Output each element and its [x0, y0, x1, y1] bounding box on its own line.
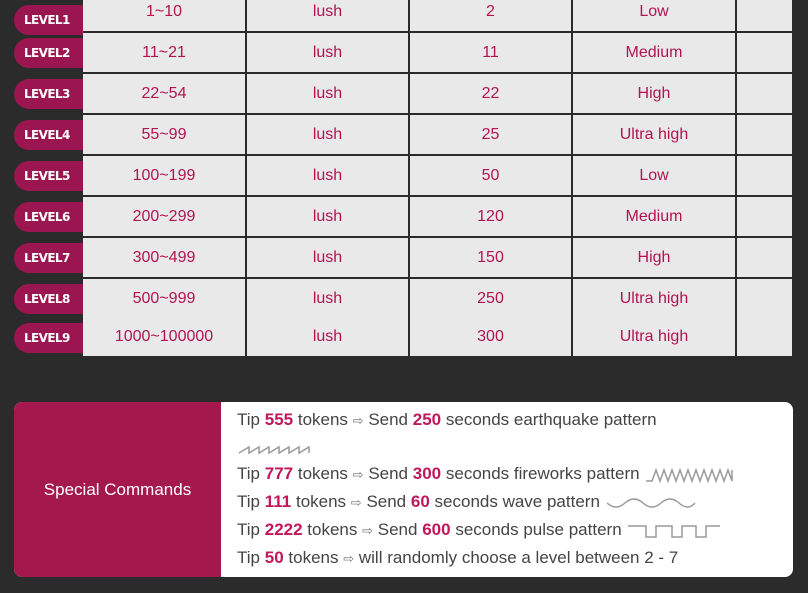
pulse-pattern-icon [626, 522, 722, 540]
table-row [0, 0, 808, 33]
table-row [0, 74, 808, 115]
command-description: seconds pulse pattern [455, 520, 622, 539]
empty-cell [737, 0, 792, 31]
table-row [0, 318, 808, 359]
tokens-word: tokens [307, 520, 358, 539]
seconds-amount: 600 [422, 520, 451, 539]
level-badge: LEVEL4 [14, 120, 84, 150]
empty-cell [737, 33, 792, 72]
command-line [237, 460, 793, 488]
wave-pattern-icon [605, 494, 697, 512]
fireworks-pattern-icon [644, 466, 736, 484]
arrow-icon: ⇨ [362, 523, 374, 538]
empty-cell [737, 74, 792, 113]
arrow-icon: ⇨ [350, 495, 362, 510]
token-amount: 2222 [264, 520, 303, 539]
empty-cell [737, 318, 792, 356]
special-commands-panel [14, 402, 793, 577]
range-cell: 22~54 [83, 74, 245, 113]
range-cell: 1~10 [83, 0, 245, 31]
intensity-cell: High [573, 74, 735, 113]
type-cell: lush [247, 33, 408, 72]
tokens-word: tokens [295, 492, 347, 511]
table-row [0, 279, 808, 320]
level-badge: LEVEL1 [14, 5, 84, 35]
seconds-cell: 50 [410, 156, 571, 195]
level-badge: LEVEL2 [14, 38, 84, 68]
command-description: seconds wave pattern [434, 492, 600, 511]
intensity-cell: Low [573, 156, 735, 195]
range-cell: 11~21 [83, 33, 245, 72]
token-amount: 777 [264, 464, 294, 483]
seconds-amount: 60 [410, 492, 430, 511]
command-description: seconds fireworks pattern [445, 464, 640, 483]
type-cell: lush [247, 238, 408, 277]
range-cell: 1000~100000 [83, 318, 245, 356]
seconds-cell: 22 [410, 74, 571, 113]
type-cell: lush [247, 0, 408, 31]
intensity-cell: High [573, 238, 735, 277]
intensity-cell: Ultra high [573, 279, 735, 318]
level-badge: LEVEL9 [14, 323, 84, 353]
token-amount: 111 [264, 492, 292, 511]
intensity-cell: Medium [573, 197, 735, 236]
tip-word: Tip [237, 520, 260, 539]
tip-word: Tip [237, 410, 260, 429]
send-word: Send [368, 464, 409, 483]
tokens-word: tokens [297, 410, 348, 429]
seconds-cell: 300 [410, 318, 571, 356]
token-amount: 555 [264, 410, 294, 429]
command-description: will randomly choose a level between 2 - 7 [358, 548, 679, 567]
tokens-word: tokens [288, 548, 339, 567]
seconds-cell: 11 [410, 33, 571, 72]
type-cell: lush [247, 156, 408, 195]
type-cell: lush [247, 318, 408, 356]
command-line [237, 406, 793, 434]
tip-word: Tip [237, 548, 260, 567]
tokens-word: tokens [297, 464, 348, 483]
type-cell: lush [247, 279, 408, 318]
arrow-icon: ⇨ [352, 413, 364, 428]
table-row [0, 156, 808, 197]
special-commands-label: Special Commands [14, 402, 221, 577]
earthquake-pattern-icon [237, 439, 317, 457]
seconds-amount: 250 [412, 410, 442, 429]
send-word: Send [366, 492, 407, 511]
range-cell: 100~199 [83, 156, 245, 195]
table-row [0, 115, 808, 156]
type-cell: lush [247, 115, 408, 154]
level-badge: LEVEL8 [14, 284, 84, 314]
range-cell: 200~299 [83, 197, 245, 236]
seconds-cell: 120 [410, 197, 571, 236]
empty-cell [737, 238, 792, 277]
arrow-icon: ⇨ [343, 551, 355, 566]
pattern-line [237, 434, 793, 460]
seconds-cell: 25 [410, 115, 571, 154]
level-badge: LEVEL7 [14, 243, 84, 273]
seconds-cell: 2 [410, 0, 571, 31]
type-cell: lush [247, 74, 408, 113]
range-cell: 55~99 [83, 115, 245, 154]
tip-word: Tip [237, 464, 260, 483]
seconds-amount: 300 [412, 464, 442, 483]
send-word: Send [368, 410, 409, 429]
type-cell: lush [247, 197, 408, 236]
table-row [0, 238, 808, 279]
range-cell: 500~999 [83, 279, 245, 318]
token-amount: 50 [264, 548, 284, 567]
seconds-cell: 150 [410, 238, 571, 277]
arrow-icon: ⇨ [352, 467, 364, 482]
intensity-cell: Medium [573, 33, 735, 72]
empty-cell [737, 115, 792, 154]
level-badge: LEVEL5 [14, 161, 84, 191]
intensity-cell: Low [573, 0, 735, 31]
command-line [237, 488, 793, 516]
intensity-cell: Ultra high [573, 318, 735, 356]
special-commands-list [221, 402, 793, 577]
command-line [237, 516, 793, 544]
seconds-cell: 250 [410, 279, 571, 318]
level-badge: LEVEL6 [14, 202, 84, 232]
empty-cell [737, 197, 792, 236]
command-line [237, 544, 793, 572]
intensity-cell: Ultra high [573, 115, 735, 154]
range-cell: 300~499 [83, 238, 245, 277]
table-row [0, 197, 808, 238]
send-word: Send [377, 520, 418, 539]
command-description: seconds earthquake pattern [445, 410, 657, 429]
table-row [0, 33, 808, 74]
empty-cell [737, 156, 792, 195]
empty-cell [737, 279, 792, 318]
tip-word: Tip [237, 492, 260, 511]
level-badge: LEVEL3 [14, 79, 84, 109]
